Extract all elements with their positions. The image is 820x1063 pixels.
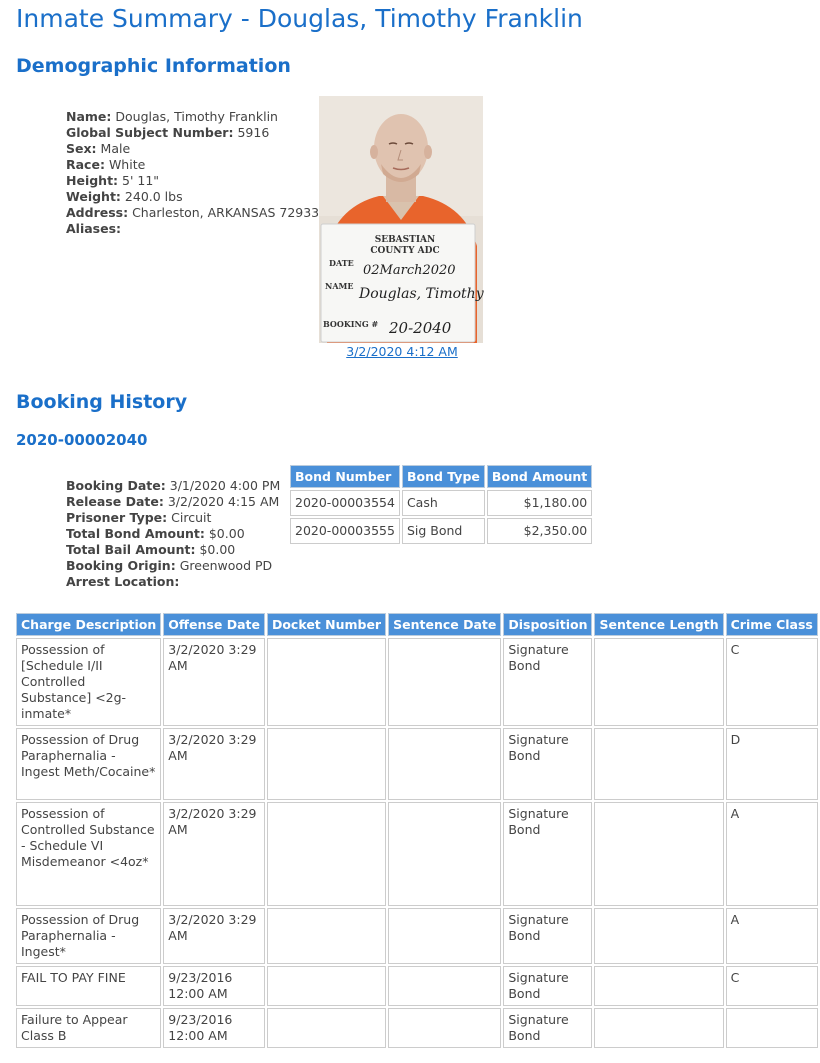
disposition: Signature Bond: [503, 802, 592, 906]
field-label: Arrest Location:: [66, 574, 180, 589]
charge-description: Possession of Controlled Substance - Schedule VI Misdemeanor <4oz*: [16, 802, 161, 906]
charge-description: Possession of [Schedule I/II Controlled Substance] <2g-inmate*: [16, 638, 161, 726]
sentence-length: [594, 638, 723, 726]
field-value: 3/1/2020 4:00 PM: [169, 478, 281, 493]
prisoner-type-row: [66, 510, 280, 526]
charges-table: [14, 611, 820, 1050]
demographic-info: [66, 109, 319, 237]
offense-date: 3/2/2020 3:29 AM: [163, 638, 265, 726]
docket-number: [267, 1008, 386, 1048]
address-row: [66, 205, 319, 221]
field-label: Weight:: [66, 189, 121, 204]
charge-description: Possession of Drug Paraphernalia - Ingest Meth/Cocaine*: [16, 728, 161, 800]
mugshot-photo: [319, 96, 483, 343]
charge-description: Failure to Appear Class B: [16, 1008, 161, 1048]
docket-number: [267, 908, 386, 964]
bond-row: [290, 490, 592, 516]
booking-date-row: [66, 478, 280, 494]
bond-type-cell: Sig Bond: [402, 518, 485, 544]
crime-class: [726, 1008, 818, 1048]
bond-amount-cell: $2,350.00: [487, 518, 592, 544]
field-label: Address:: [66, 205, 129, 220]
global-subject-number-row: [66, 125, 319, 141]
bond-number-cell: 2020-00003554: [290, 490, 400, 516]
sentence-date: [388, 908, 501, 964]
field-label: Name:: [66, 109, 112, 124]
column-header: Sentence Date: [388, 613, 501, 636]
docket-number: [267, 638, 386, 726]
offense-date: 9/23/2016 12:00 AM: [163, 966, 265, 1006]
disposition: Signature Bond: [503, 728, 592, 800]
sign-line2: COUNTY ADC: [370, 246, 440, 256]
charges-header-row: [16, 613, 818, 636]
charge-row: [16, 966, 818, 1006]
demographic-heading: Demographic Information: [16, 55, 291, 77]
field-value: 5' 11": [122, 173, 160, 188]
sign-date-label: DATE: [329, 258, 354, 268]
charge-row: [16, 638, 818, 726]
disposition: Signature Bond: [503, 1008, 592, 1048]
sentence-date: [388, 728, 501, 800]
crime-class: A: [726, 908, 818, 964]
photo-date-link[interactable]: 3/2/2020 4:12 AM: [346, 344, 458, 359]
weight-row: [66, 189, 319, 205]
column-header: Sentence Length: [594, 613, 723, 636]
sentence-date: [388, 802, 501, 906]
bond-type-cell: Cash: [402, 490, 485, 516]
name-row: [66, 109, 319, 125]
column-header: Disposition: [503, 613, 592, 636]
offense-date: 3/2/2020 3:29 AM: [163, 908, 265, 964]
docket-number: [267, 966, 386, 1006]
column-header: Bond Type: [402, 465, 485, 488]
column-header: Offense Date: [163, 613, 265, 636]
booking-number: 2020-00002040: [16, 431, 148, 449]
column-header: Crime Class: [726, 613, 818, 636]
field-label: Booking Origin:: [66, 558, 176, 573]
field-value: Greenwood PD: [179, 558, 273, 573]
sentence-date: [388, 638, 501, 726]
bond-amount-cell: $1,180.00: [487, 490, 592, 516]
sign-date-value: 02March2020: [363, 263, 456, 278]
sign-booking-value: 20-2040: [389, 319, 452, 337]
column-header: Charge Description: [16, 613, 161, 636]
docket-number: [267, 802, 386, 906]
field-value: Circuit: [171, 510, 212, 525]
charge-row: [16, 728, 818, 800]
bond-number-cell: 2020-00003555: [290, 518, 400, 544]
sentence-date: [388, 966, 501, 1006]
field-label: Race:: [66, 157, 105, 172]
page-title: Inmate Summary - Douglas, Timothy Franklin: [16, 4, 583, 33]
sentence-length: [594, 802, 723, 906]
field-label: Prisoner Type:: [66, 510, 168, 525]
field-label: Sex:: [66, 141, 97, 156]
sentence-date: [388, 1008, 501, 1048]
bond-row: [290, 518, 592, 544]
booking-info: [66, 478, 280, 590]
offense-date: 3/2/2020 3:29 AM: [163, 728, 265, 800]
column-header: Bond Number: [290, 465, 400, 488]
crime-class: C: [726, 966, 818, 1006]
total-bond-row: [66, 526, 280, 542]
mugshot-image: [319, 96, 483, 343]
field-value: Male: [100, 141, 131, 156]
column-header: Bond Amount: [487, 465, 592, 488]
sentence-length: [594, 908, 723, 964]
field-label: Total Bail Amount:: [66, 542, 196, 557]
booking-history-heading: Booking History: [16, 391, 188, 413]
field-value: White: [108, 157, 146, 172]
sign-line1: SEBASTIAN: [374, 235, 436, 245]
field-label: Booking Date:: [66, 478, 166, 493]
field-value: 5916: [237, 125, 270, 140]
disposition: Signature Bond: [503, 966, 592, 1006]
charge-row: [16, 1008, 818, 1048]
booking-origin-row: [66, 558, 280, 574]
field-label: Aliases:: [66, 221, 122, 236]
race-row: [66, 157, 319, 173]
sex-row: [66, 141, 319, 157]
sign-name-value: Douglas, Timothy: [359, 286, 484, 302]
crime-class: A: [726, 802, 818, 906]
crime-class: C: [726, 638, 818, 726]
disposition: Signature Bond: [503, 638, 592, 726]
field-label: Release Date:: [66, 494, 164, 509]
field-label: Height:: [66, 173, 119, 188]
aliases-row: [66, 221, 319, 237]
arrest-location-row: [66, 574, 280, 590]
charge-description: FAIL TO PAY FINE: [16, 966, 161, 1006]
offense-date: 9/23/2016 12:00 AM: [163, 1008, 265, 1048]
field-value: Charleston, ARKANSAS 72933: [132, 205, 320, 220]
offense-date: 3/2/2020 3:29 AM: [163, 802, 265, 906]
release-date-row: [66, 494, 280, 510]
height-row: [66, 173, 319, 189]
field-value: Douglas, Timothy Franklin: [115, 109, 278, 124]
field-value: $0.00: [199, 542, 236, 557]
sentence-length: [594, 966, 723, 1006]
crime-class: D: [726, 728, 818, 800]
sign-booking-label: BOOKING #: [323, 319, 379, 329]
bond-header-row: [290, 465, 592, 488]
field-value: $0.00: [208, 526, 245, 541]
charge-description: Possession of Drug Paraphernalia - Ingest*: [16, 908, 161, 964]
docket-number: [267, 728, 386, 800]
total-bail-row: [66, 542, 280, 558]
disposition: Signature Bond: [503, 908, 592, 964]
bond-table: [288, 463, 594, 546]
field-label: Global Subject Number:: [66, 125, 234, 140]
sign-name-label: NAME: [325, 281, 354, 291]
field-value: 240.0 lbs: [124, 189, 183, 204]
charge-row: [16, 908, 818, 964]
field-label: Total Bond Amount:: [66, 526, 205, 541]
field-value: 3/2/2020 4:15 AM: [167, 494, 280, 509]
column-header: Docket Number: [267, 613, 386, 636]
sentence-length: [594, 728, 723, 800]
sentence-length: [594, 1008, 723, 1048]
charge-row: [16, 802, 818, 906]
